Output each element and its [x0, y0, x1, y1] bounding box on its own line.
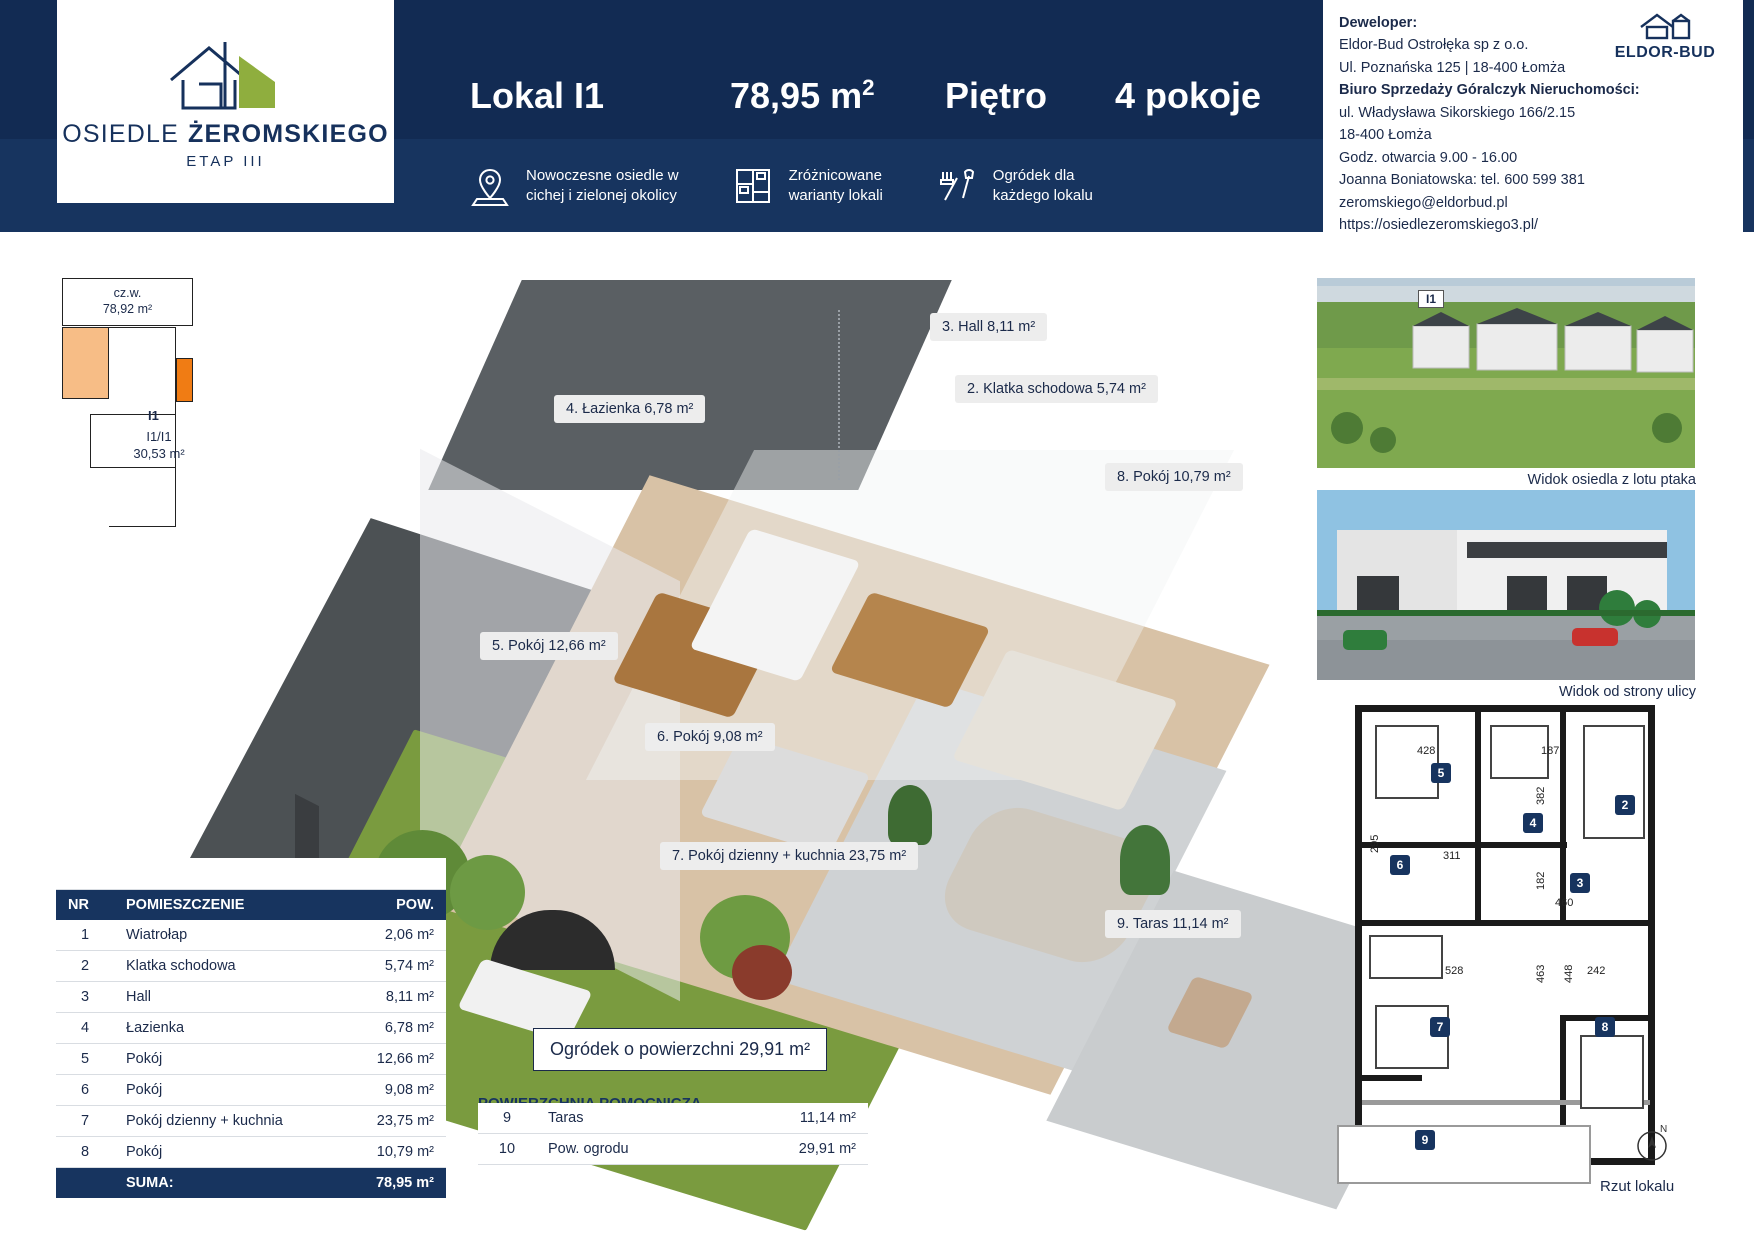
plan-dimension: 448	[1563, 964, 1575, 983]
table-row: 2 Klatka schodowa 5,74 m²	[56, 951, 446, 982]
garden-tree	[450, 855, 525, 930]
floor-plan-drawing	[1355, 705, 1655, 1165]
table-row: 3 Hall 8,11 m²	[56, 982, 446, 1013]
eldor-bud-name: ELDOR-BUD	[1614, 44, 1716, 62]
table-sum-row	[56, 1168, 446, 1199]
plan-wall	[1362, 1075, 1422, 1081]
layout-variants-icon	[731, 164, 775, 208]
feature-text: Zróżnicowane warianty lokali	[788, 166, 883, 204]
plan-room-number: 8	[1595, 1017, 1615, 1037]
photo-aerial-view	[1317, 278, 1695, 468]
plan-dimension: 182	[1535, 871, 1547, 890]
key-plan-unit-mark: I1	[148, 408, 159, 423]
unit-label: Lokal I1	[470, 75, 605, 116]
feature-text: Ogródek dla każdego lokalu	[992, 166, 1093, 204]
col-header-area: POW.	[342, 890, 446, 921]
plan-dimension: 295	[1369, 834, 1381, 853]
table-row: 8 Pokój 10,79 m²	[56, 1137, 446, 1168]
plan-room-number: 3	[1570, 873, 1590, 893]
plan-dimension: 242	[1587, 965, 1606, 977]
contact-email[interactable]: zeromskiego@eldorbud.pl	[1339, 194, 1508, 211]
plan-room-number: 2	[1615, 795, 1635, 815]
brand-logo	[57, 0, 394, 203]
callout-pokoj-5: 5. Pokój 12,66 m²	[480, 632, 618, 660]
table-row: 5 Pokój 12,66 m²	[56, 1044, 446, 1075]
garden-tools-icon	[935, 164, 979, 208]
plan-fixture-bed2	[1580, 1035, 1644, 1109]
plan-terrace	[1337, 1125, 1591, 1184]
website-link[interactable]: https://osiedlezeromskiego3.pl/	[1339, 217, 1539, 234]
developer-company: Eldor-Bud Ostrołęka sp z o.o.	[1339, 37, 1529, 54]
auxiliary-area-table	[478, 1103, 868, 1165]
developer-address: Ul. Poznańska 125 | 18-400 Łomża	[1339, 59, 1566, 76]
garden-shrub	[732, 945, 792, 1000]
sales-address-line1: ul. Władysława Sikorskiego 166/2.15	[1339, 104, 1576, 121]
callout-leader	[838, 310, 840, 480]
logo-subtitle: ETAP III	[186, 152, 265, 170]
col-header-nr: NR	[56, 890, 114, 921]
callout-pokoj-dzienny: 7. Pokój dzienny + kuchnia 23,75 m²	[660, 842, 918, 870]
floor-plan-caption: Rzut lokalu	[1600, 1178, 1675, 1195]
unit-title-row	[470, 66, 1300, 126]
photo-unit-badge: I1	[1418, 290, 1444, 308]
plan-room-number: 6	[1390, 855, 1410, 875]
table-row: 1 Wiatrołap 2,06 m²	[56, 920, 446, 951]
unit-area: 78,95 $m^2$	[730, 75, 875, 116]
opening-hours: Godz. otwarcia 9.00 - 16.00	[1339, 149, 1518, 166]
contact-person: Joanna Boniatowska: tel. 600 599 381	[1339, 172, 1585, 189]
plan-fixture-bed	[1375, 725, 1439, 799]
feature-item	[731, 152, 883, 220]
plan-fixture-stairs	[1583, 725, 1645, 839]
table-row: 4 Łazienka 6,78 m²	[56, 1013, 446, 1044]
plan-wall	[1475, 848, 1481, 922]
callout-pokoj-6: 6. Pokój 9,08 m²	[645, 723, 775, 751]
key-plan-area: 78,92 m²	[102, 302, 153, 316]
plan-wall	[1560, 712, 1566, 922]
logo-text-secondary: ŻEROMSKIEGO	[188, 119, 389, 148]
plan-dimension: 460	[1555, 897, 1574, 909]
eldor-bud-logo	[1601, 10, 1729, 66]
plan-dimension: 428	[1417, 745, 1436, 757]
col-header-room: POMIESZCZENIE	[114, 890, 342, 921]
location-pin-icon	[468, 164, 512, 208]
compass-icon	[1630, 1120, 1674, 1164]
feature-list	[468, 152, 1298, 220]
logo-text-primary: OSIEDLE	[62, 119, 180, 148]
sum-value: 78,95 m²	[342, 1168, 446, 1199]
feature-item	[935, 152, 1093, 220]
plan-dimension: 463	[1535, 964, 1547, 983]
plan-wall	[1362, 920, 1650, 926]
plan-dimension: 187	[1541, 745, 1560, 757]
plan-dimension: 528	[1445, 965, 1464, 977]
plan-fixture-sofa	[1375, 1005, 1449, 1069]
key-plan-label: cz.w.	[113, 286, 142, 301]
photo-caption-aerial: Widok osiedla z lotu ptaka	[1527, 472, 1696, 488]
plan-fixture-kitchen	[1369, 935, 1443, 979]
unit-floor: Piętro	[945, 75, 1048, 116]
feature-item	[468, 152, 679, 220]
garden-area-note: Ogródek o powierzchni 29,91 m²	[533, 1028, 827, 1071]
callout-klatka-schodowa: 2. Klatka schodowa 5,74 m²	[955, 375, 1158, 403]
sales-office-title: Biuro Sprzedaży Góralczyk Nieruchomości:	[1339, 82, 1640, 99]
photo-street-view	[1317, 490, 1695, 680]
developer-info-box	[1323, 0, 1743, 247]
photo-caption-street: Widok od strony ulicy	[1559, 684, 1696, 700]
unit-rooms: 4 pokoje	[1115, 75, 1262, 116]
table-row: 6 Pokój 9,08 m²	[56, 1075, 446, 1106]
callout-hall: 3. Hall 8,11 m²	[930, 313, 1047, 341]
furniture-plant	[888, 785, 932, 845]
furniture-plant	[1120, 825, 1170, 895]
page-header	[0, 0, 1754, 232]
plan-room-number: 7	[1430, 1017, 1450, 1037]
key-plan-unit-info: I1/I1 30,53 m²	[133, 429, 185, 461]
sales-address-line2: 18-400 Łomża	[1339, 127, 1432, 144]
plan-wall	[1475, 712, 1481, 842]
plan-dimension: 311	[1443, 850, 1461, 862]
plan-dimension: 382	[1535, 786, 1547, 805]
svg-text:N: N	[1660, 1124, 1668, 1135]
table-row: 7 Pokój dzienny + kuchnia 23,75 m²	[56, 1106, 446, 1137]
callout-taras: 9. Taras 11,14 m²	[1105, 910, 1241, 938]
usable-area-table	[56, 858, 446, 1198]
plan-room-number: 5	[1431, 763, 1451, 783]
developer-title: Deweloper:	[1339, 15, 1418, 31]
plan-room-number: 4	[1523, 813, 1543, 833]
table-row: 9 Taras 11,14 m²	[478, 1103, 868, 1134]
plan-wall	[1362, 842, 1567, 848]
house-logo-icon	[163, 34, 288, 112]
callout-lazienka: 4. Łazienka 6,78 m²	[554, 395, 705, 423]
callout-pokoj-8: 8. Pokój 10,79 m²	[1105, 463, 1243, 491]
table-row: 10 Pow. ogrodu 29,91 m²	[478, 1134, 868, 1165]
feature-text: Nowoczesne osiedle w cichej i zielonej okolicy	[526, 166, 679, 204]
usable-area-title: POWIERZCHNIA UŻYTKOWA	[56, 858, 446, 890]
sum-label: SUMA:	[114, 1168, 342, 1199]
plan-room-number: 9	[1415, 1130, 1435, 1150]
key-plan-highlight-left	[62, 327, 109, 399]
